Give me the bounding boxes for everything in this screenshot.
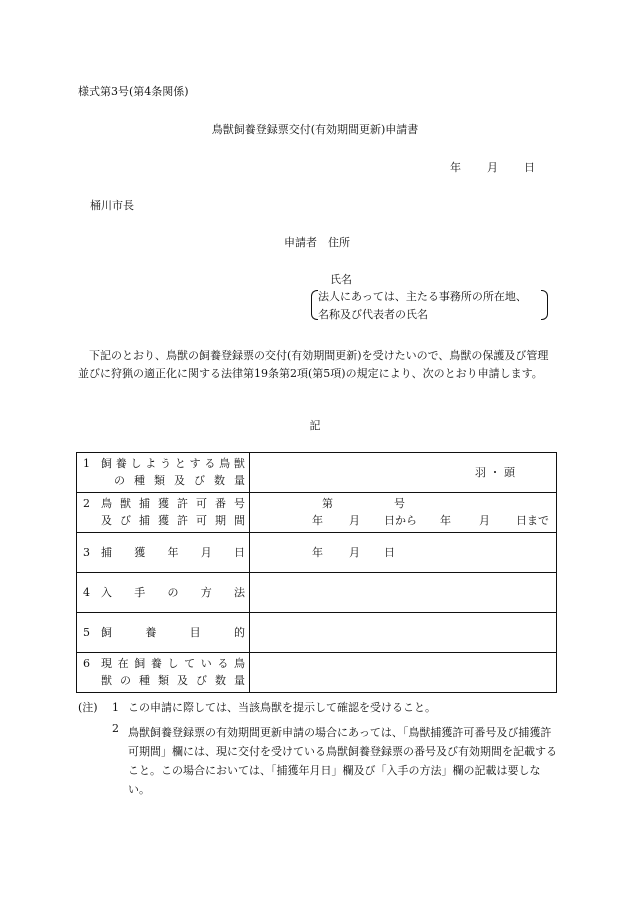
row-label-text: 鳥 獣 捕 獲 許 可 番 号 [101, 497, 245, 510]
row-label [77, 653, 250, 693]
row-label-text: 飼 養 し よ う と す る 鳥 獣 [101, 457, 245, 470]
permit-dai: 第 [322, 497, 333, 510]
row-label [77, 573, 250, 613]
corporate-note-line2: 名称及び代表者の氏名 [318, 308, 428, 321]
table-row [77, 493, 557, 533]
row-value[interactable] [250, 453, 557, 493]
bracket-right [541, 290, 548, 320]
row-value[interactable] [250, 613, 557, 653]
row-number: 6 [83, 657, 90, 670]
form-number: 様式第3号(第4条関係) [78, 85, 189, 98]
row-value[interactable] [250, 653, 557, 693]
permit-gou: 号 [394, 497, 405, 510]
table-row [77, 613, 557, 653]
row-label-text: 現 在 飼 養 し て い る 鳥 [101, 657, 245, 670]
row-value[interactable] [250, 493, 557, 533]
ki-heading: 記 [309, 419, 321, 432]
row-number: 3 [83, 546, 90, 559]
date-day: 日 [524, 161, 535, 174]
row-number: 5 [83, 626, 90, 639]
period-y2: 年 [440, 514, 451, 527]
row-number: 2 [83, 497, 90, 510]
row-label-text: の 種 類 及 び 数 量 [114, 474, 245, 487]
period-m2: 月 [479, 514, 490, 527]
date-month: 月 [487, 161, 498, 174]
addressee: 桶川市長 [90, 199, 134, 212]
row-label-text: 飼 養 目 的 [101, 626, 245, 639]
application-table [76, 452, 557, 693]
table-row [77, 653, 557, 693]
body-paragraph: 下記のとおり、鳥獣の飼養登録票の交付(有効期間更新)を受けたいので、鳥獣の保護及び管理並びに狩猟の適正化に関する法律第19条第2項(第5項)の規定により、次のとおり申請します。 [78, 349, 549, 380]
note-text: この申請に際しては、当該鳥獣を提示して確認を受けること。 [128, 701, 436, 714]
document-title: 鳥獣飼養登録票交付(有効期間更新)申請書 [211, 123, 419, 136]
corporate-note-line1: 法人にあっては、主たる事務所の所在地、 [318, 290, 527, 303]
row-number: 1 [83, 457, 90, 470]
row-label-text: 及 び 捕 獲 許 可 期 間 [101, 514, 245, 527]
row-label [77, 453, 250, 493]
row-value[interactable] [250, 573, 557, 613]
note-number: 1 [112, 701, 119, 714]
count-unit: 羽 ・ 頭 [475, 466, 515, 479]
row-label [77, 533, 250, 573]
table-row [77, 533, 557, 573]
applicant-name-label: 氏名 [330, 273, 352, 286]
period-d2: 日まで [516, 514, 549, 527]
row-number: 4 [83, 586, 90, 599]
row-label-text: 捕 獲 年 月 日 [101, 546, 245, 559]
capture-year: 年 [312, 546, 323, 559]
applicant-address-label: 申請者 住所 [284, 236, 350, 249]
bracket-left [311, 290, 318, 320]
row-label [77, 493, 250, 533]
row-value[interactable] [250, 533, 557, 573]
period-d1: 日から [384, 514, 417, 527]
period-m1: 月 [349, 514, 360, 527]
capture-month: 月 [349, 546, 360, 559]
row-label-text: 獣 の 種 類 及 び 数 量 [101, 674, 245, 687]
table-row [77, 573, 557, 613]
capture-day: 日 [384, 546, 395, 559]
table-row [77, 453, 557, 493]
notes-heading: (注) [78, 701, 98, 714]
note-text: 鳥獣飼養登録票の有効期間更新申請の場合にあっては、「鳥獣捕獲許可番号及び捕獲許可期間」欄には、現に交付を受けている鳥獣飼養登録票の番号及び有効期間を記載すること。この場合においては、「捕獲年月日」欄及び「入手の方法」欄の記載は要しない。 [128, 726, 557, 796]
period-y1: 年 [312, 514, 323, 527]
row-label [77, 613, 250, 653]
date-year: 年 [450, 161, 461, 174]
row-label-text: 入 手 の 方 法 [101, 586, 245, 599]
note-number: 2 [112, 722, 119, 735]
